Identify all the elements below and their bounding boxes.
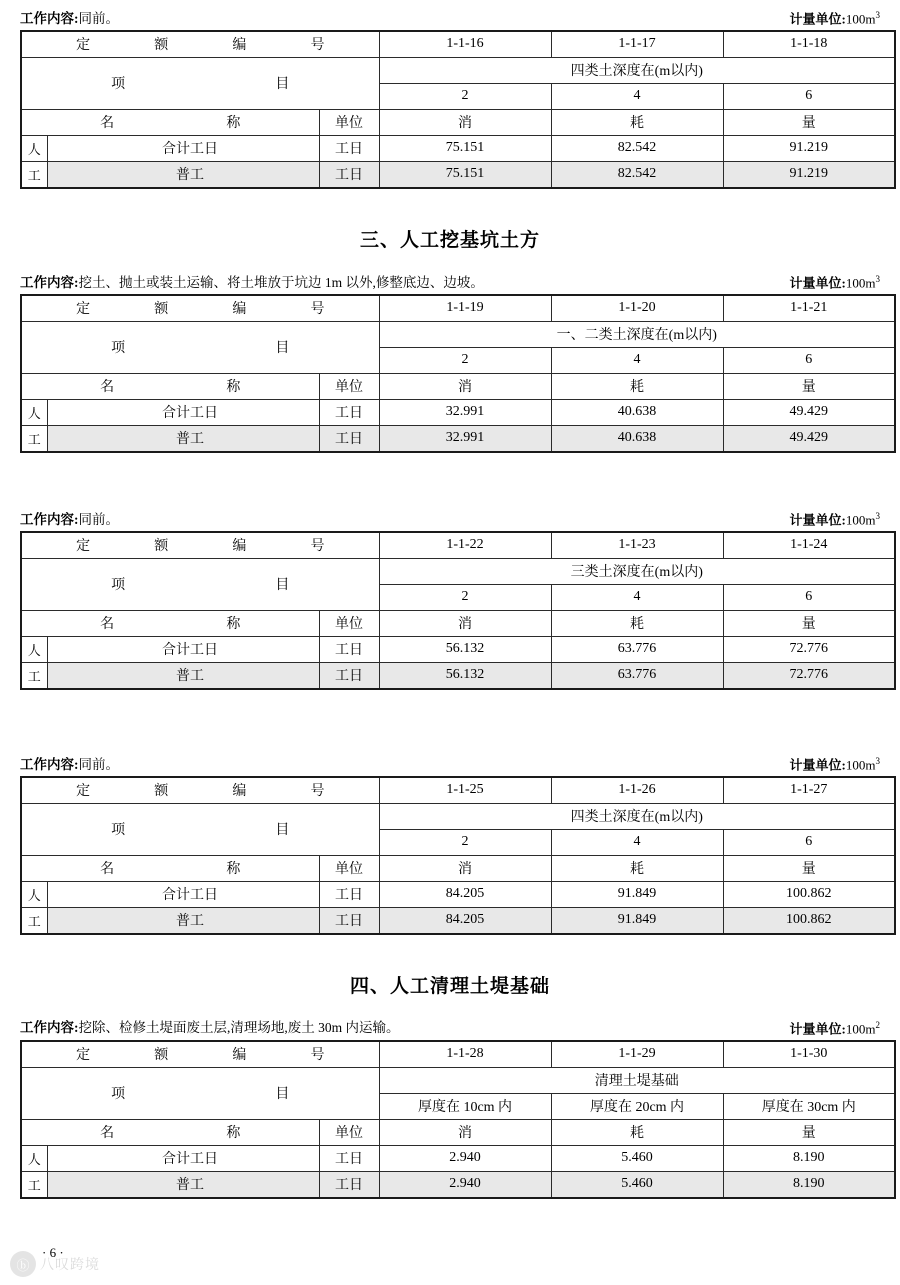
name-char: 称 xyxy=(226,1126,241,1142)
row-name: 合计工日 xyxy=(47,1145,319,1171)
row-value: 49.429 xyxy=(723,425,895,452)
row-unit: 工日 xyxy=(319,161,379,188)
labor-vert-char: 工 xyxy=(21,907,47,934)
labor-vert-char: 工 xyxy=(21,1171,47,1198)
name-header xyxy=(21,1119,319,1145)
table-caption xyxy=(20,10,880,27)
row-value: 72.776 xyxy=(723,662,895,689)
measure-unit xyxy=(790,511,880,528)
consumption-header: 耗 xyxy=(551,1119,723,1145)
item-char: 项 xyxy=(111,77,126,93)
quota-code-char: 号 xyxy=(310,302,325,318)
quota-code-value: 1-1-25 xyxy=(379,777,551,804)
unit-header: 单位 xyxy=(319,373,379,399)
depth-value: 4 xyxy=(551,829,723,855)
quota-code-value: 1-1-17 xyxy=(551,31,723,58)
quota-table xyxy=(20,1040,896,1199)
measure-unit-value: 100m xyxy=(845,757,876,773)
depth-value: 厚度在 10cm 内 xyxy=(379,1093,551,1119)
row-value: 63.776 xyxy=(551,662,723,689)
depth-value: 2 xyxy=(379,347,551,373)
item-header xyxy=(21,321,379,373)
name-char: 称 xyxy=(226,116,241,132)
item-char: 项 xyxy=(111,823,126,839)
quota-code-char: 号 xyxy=(310,1048,325,1064)
quota-code-char: 编 xyxy=(232,539,247,555)
row-name: 合计工日 xyxy=(47,399,319,425)
item-char: 项 xyxy=(111,578,126,594)
row-value: 75.151 xyxy=(379,161,551,188)
table-row-columns xyxy=(21,1119,895,1145)
row-value: 49.429 xyxy=(723,399,895,425)
name-char: 称 xyxy=(226,862,241,878)
measure-unit-value: 100m xyxy=(845,1021,876,1037)
work-content xyxy=(20,11,119,27)
quota-code-char: 定 xyxy=(76,539,91,555)
row-value: 75.151 xyxy=(379,135,551,161)
measure-unit-exponent: 3 xyxy=(875,273,880,284)
labor-vert-char: 人 xyxy=(21,881,47,907)
row-value: 82.542 xyxy=(551,135,723,161)
name-char: 名 xyxy=(100,1126,115,1142)
table-caption xyxy=(20,1020,880,1037)
depth-value: 2 xyxy=(379,829,551,855)
depth-value: 厚度在 30cm 内 xyxy=(723,1093,895,1119)
name-char: 名 xyxy=(100,380,115,396)
quota-code-value: 1-1-27 xyxy=(723,777,895,804)
measure-unit-value: 100m xyxy=(845,512,876,528)
group-header: 四类土深度在(m以内) xyxy=(379,803,895,829)
table-row-code xyxy=(21,777,895,804)
work-content-text: 同前。 xyxy=(78,511,119,527)
quota-code-header xyxy=(21,532,379,559)
item-header xyxy=(21,558,379,610)
name-header xyxy=(21,610,319,636)
name-char: 称 xyxy=(226,380,241,396)
section-3 xyxy=(20,511,880,690)
quota-code-value: 1-1-30 xyxy=(723,1041,895,1068)
labor-vert-char: 工 xyxy=(21,161,47,188)
table-row xyxy=(21,907,895,934)
row-name: 普工 xyxy=(47,425,319,452)
row-value: 40.638 xyxy=(551,425,723,452)
row-name: 合计工日 xyxy=(47,881,319,907)
table-row xyxy=(21,135,895,161)
measure-unit-exponent: 3 xyxy=(875,10,880,20)
table-row xyxy=(21,881,895,907)
section-heading: 三、人工挖基坑土方 xyxy=(359,229,540,251)
table-row-columns xyxy=(21,373,895,399)
row-name: 普工 xyxy=(47,161,319,188)
measure-unit-label: 计量单位: xyxy=(789,1021,846,1037)
quota-code-value: 1-1-16 xyxy=(379,31,551,58)
consumption-header: 量 xyxy=(723,610,895,636)
work-content-label: 工作内容: xyxy=(20,274,79,290)
depth-value: 厚度在 20cm 内 xyxy=(551,1093,723,1119)
consumption-header: 消 xyxy=(379,373,551,399)
work-content-label: 工作内容: xyxy=(20,10,79,26)
measure-unit-exponent: 2 xyxy=(875,1019,880,1030)
quota-table xyxy=(20,776,896,935)
depth-value: 6 xyxy=(723,584,895,610)
row-value: 32.991 xyxy=(379,399,551,425)
measure-unit-label: 计量单位: xyxy=(789,757,846,773)
watermark-text: 八叹跨境 xyxy=(40,1256,100,1272)
table-row-code xyxy=(21,295,895,322)
row-value: 91.219 xyxy=(723,135,895,161)
row-unit: 工日 xyxy=(319,135,379,161)
quota-code-value: 1-1-19 xyxy=(379,295,551,322)
table-row-group xyxy=(21,57,895,83)
work-content-label: 工作内容: xyxy=(20,1020,79,1036)
consumption-header: 量 xyxy=(723,109,895,135)
name-char: 名 xyxy=(100,862,115,878)
labor-vert-char: 人 xyxy=(21,399,47,425)
quota-code-char: 定 xyxy=(76,302,91,318)
name-char: 名 xyxy=(100,116,115,132)
measure-unit-label: 计量单位: xyxy=(789,512,846,528)
table-row-group xyxy=(21,803,895,829)
consumption-header: 量 xyxy=(723,855,895,881)
item-char: 目 xyxy=(275,341,290,357)
table-caption xyxy=(20,756,880,773)
quota-code-value: 1-1-21 xyxy=(723,295,895,322)
row-value: 2.940 xyxy=(379,1171,551,1198)
consumption-header: 量 xyxy=(723,1119,895,1145)
row-value: 56.132 xyxy=(379,636,551,662)
item-header xyxy=(21,803,379,855)
consumption-header: 耗 xyxy=(551,373,723,399)
table-row xyxy=(21,662,895,689)
table-row-code xyxy=(21,31,895,58)
quota-code-value: 1-1-29 xyxy=(551,1041,723,1068)
section-4 xyxy=(20,756,880,935)
quota-code-char: 额 xyxy=(154,38,169,54)
quota-code-char: 号 xyxy=(310,784,325,800)
quota-code-header xyxy=(21,295,379,322)
work-content xyxy=(20,1020,400,1036)
quota-code-header xyxy=(21,31,379,58)
table-row-code xyxy=(21,532,895,559)
group-header: 三类土深度在(m以内) xyxy=(379,558,895,584)
row-name: 普工 xyxy=(47,662,319,689)
name-header xyxy=(21,855,319,881)
measure-unit-label: 计量单位: xyxy=(789,275,846,291)
work-content-text: 同前。 xyxy=(78,756,119,772)
quota-code-char: 编 xyxy=(232,302,247,318)
row-unit: 工日 xyxy=(319,881,379,907)
depth-value: 4 xyxy=(551,584,723,610)
depth-value: 4 xyxy=(551,83,723,109)
depth-value: 6 xyxy=(723,83,895,109)
table-row-columns xyxy=(21,109,895,135)
table-caption xyxy=(20,274,880,291)
page-number: · 6 · xyxy=(42,1245,64,1260)
table-row xyxy=(21,636,895,662)
name-header xyxy=(21,109,319,135)
row-name: 普工 xyxy=(47,907,319,934)
quota-table xyxy=(20,531,896,690)
quota-code-char: 额 xyxy=(154,1048,169,1064)
measure-unit xyxy=(790,1020,880,1037)
row-value: 84.205 xyxy=(379,881,551,907)
row-value: 91.849 xyxy=(551,881,723,907)
quota-code-char: 定 xyxy=(76,38,91,54)
table-caption xyxy=(20,511,880,528)
item-char: 目 xyxy=(275,1087,290,1103)
row-value: 56.132 xyxy=(379,662,551,689)
unit-header: 单位 xyxy=(319,1119,379,1145)
watermark xyxy=(10,1251,100,1277)
quota-code-header xyxy=(21,1041,379,1068)
row-value: 91.849 xyxy=(551,907,723,934)
item-char: 项 xyxy=(111,341,126,357)
measure-unit-value: 100m xyxy=(845,275,876,291)
row-value: 82.542 xyxy=(551,161,723,188)
work-content-label: 工作内容: xyxy=(20,756,79,772)
row-unit: 工日 xyxy=(319,662,379,689)
unit-header: 单位 xyxy=(319,109,379,135)
quota-code-char: 额 xyxy=(154,784,169,800)
consumption-header: 耗 xyxy=(551,855,723,881)
depth-value: 4 xyxy=(551,347,723,373)
row-unit: 工日 xyxy=(319,636,379,662)
quota-code-value: 1-1-24 xyxy=(723,532,895,559)
row-value: 91.219 xyxy=(723,161,895,188)
item-char: 目 xyxy=(275,578,290,594)
work-content xyxy=(20,512,119,528)
quota-code-value: 1-1-20 xyxy=(551,295,723,322)
table-row-group xyxy=(21,321,895,347)
quota-code-value: 1-1-28 xyxy=(379,1041,551,1068)
quota-code-char: 额 xyxy=(154,302,169,318)
consumption-header: 消 xyxy=(379,109,551,135)
item-char: 目 xyxy=(275,823,290,839)
labor-vert-char: 工 xyxy=(21,425,47,452)
measure-unit-value: 100m xyxy=(845,11,876,27)
depth-value: 6 xyxy=(723,829,895,855)
row-name: 合计工日 xyxy=(47,636,319,662)
row-value: 2.940 xyxy=(379,1145,551,1171)
row-value: 8.190 xyxy=(723,1145,895,1171)
row-value: 5.460 xyxy=(551,1145,723,1171)
table-row-columns xyxy=(21,855,895,881)
consumption-header: 耗 xyxy=(551,109,723,135)
table-row-code xyxy=(21,1041,895,1068)
consumption-header: 消 xyxy=(379,610,551,636)
name-char: 名 xyxy=(100,617,115,633)
section-heading: 四、人工清理土堤基础 xyxy=(349,975,550,997)
quota-code-char: 号 xyxy=(310,38,325,54)
item-header xyxy=(21,57,379,109)
row-name: 合计工日 xyxy=(47,135,319,161)
quota-code-value: 1-1-22 xyxy=(379,532,551,559)
consumption-header: 消 xyxy=(379,855,551,881)
table-row xyxy=(21,399,895,425)
quota-code-char: 编 xyxy=(232,784,247,800)
row-name: 普工 xyxy=(47,1171,319,1198)
row-unit: 工日 xyxy=(319,425,379,452)
item-char: 目 xyxy=(275,77,290,93)
row-unit: 工日 xyxy=(319,399,379,425)
table-row-group xyxy=(21,1067,895,1093)
item-header xyxy=(21,1067,379,1119)
section-1 xyxy=(20,0,880,189)
consumption-header: 量 xyxy=(723,373,895,399)
watermark-logo-icon: ⓑ xyxy=(10,1251,36,1277)
group-header: 一、二类土深度在(m以内) xyxy=(379,321,895,347)
row-value: 5.460 xyxy=(551,1171,723,1198)
quota-code-char: 编 xyxy=(232,1048,247,1064)
row-value: 40.638 xyxy=(551,399,723,425)
row-value: 8.190 xyxy=(723,1171,895,1198)
quota-code-char: 号 xyxy=(310,539,325,555)
name-char: 称 xyxy=(226,617,241,633)
quota-table xyxy=(20,294,896,453)
labor-vert-char: 人 xyxy=(21,636,47,662)
quota-code-value: 1-1-26 xyxy=(551,777,723,804)
unit-header: 单位 xyxy=(319,610,379,636)
unit-header: 单位 xyxy=(319,855,379,881)
row-value: 84.205 xyxy=(379,907,551,934)
labor-vert-char: 工 xyxy=(21,662,47,689)
quota-code-char: 额 xyxy=(154,539,169,555)
depth-value: 2 xyxy=(379,83,551,109)
quota-code-char: 编 xyxy=(232,38,247,54)
table-row xyxy=(21,1145,895,1171)
row-value: 72.776 xyxy=(723,636,895,662)
quota-table xyxy=(20,30,896,189)
row-value: 32.991 xyxy=(379,425,551,452)
quota-code-value: 1-1-18 xyxy=(723,31,895,58)
quota-code-header xyxy=(21,777,379,804)
labor-vert-char: 人 xyxy=(21,1145,47,1171)
consumption-header: 耗 xyxy=(551,610,723,636)
consumption-header: 消 xyxy=(379,1119,551,1145)
work-content-text: 挖除、检修土堤面废土层,清理场地,废土 30m 内运输。 xyxy=(78,1020,400,1036)
section-5 xyxy=(20,1020,880,1199)
row-unit: 工日 xyxy=(319,1145,379,1171)
quota-code-char: 定 xyxy=(76,784,91,800)
row-unit: 工日 xyxy=(319,907,379,934)
row-value: 63.776 xyxy=(551,636,723,662)
name-header xyxy=(21,373,319,399)
measure-unit-exponent: 3 xyxy=(875,510,880,521)
labor-vert-char: 人 xyxy=(21,135,47,161)
work-content xyxy=(20,757,119,773)
row-value: 100.862 xyxy=(723,881,895,907)
item-char: 项 xyxy=(111,1087,126,1103)
measure-unit xyxy=(790,274,880,291)
measure-unit-label: 计量单位: xyxy=(789,11,846,27)
work-content-text: 同前。 xyxy=(78,10,119,26)
group-header: 四类土深度在(m以内) xyxy=(379,57,895,83)
measure-unit-exponent: 3 xyxy=(875,755,880,766)
work-content-label: 工作内容: xyxy=(20,511,79,527)
quota-code-value: 1-1-23 xyxy=(551,532,723,559)
row-value: 100.862 xyxy=(723,907,895,934)
table-row xyxy=(21,425,895,452)
work-content xyxy=(20,275,484,291)
depth-value: 2 xyxy=(379,584,551,610)
table-row-columns xyxy=(21,610,895,636)
depth-value: 6 xyxy=(723,347,895,373)
group-header: 清理土堤基础 xyxy=(379,1067,895,1093)
table-row-group xyxy=(21,558,895,584)
table-row xyxy=(21,1171,895,1198)
quota-code-char: 定 xyxy=(76,1048,91,1064)
measure-unit xyxy=(790,10,880,27)
table-row xyxy=(21,161,895,188)
row-unit: 工日 xyxy=(319,1171,379,1198)
measure-unit xyxy=(790,756,880,773)
work-content-text: 挖土、抛土或装土运输、将土堆放于坑边 1m 以外,修整底边、边坡。 xyxy=(78,274,484,290)
section-2 xyxy=(20,274,880,453)
